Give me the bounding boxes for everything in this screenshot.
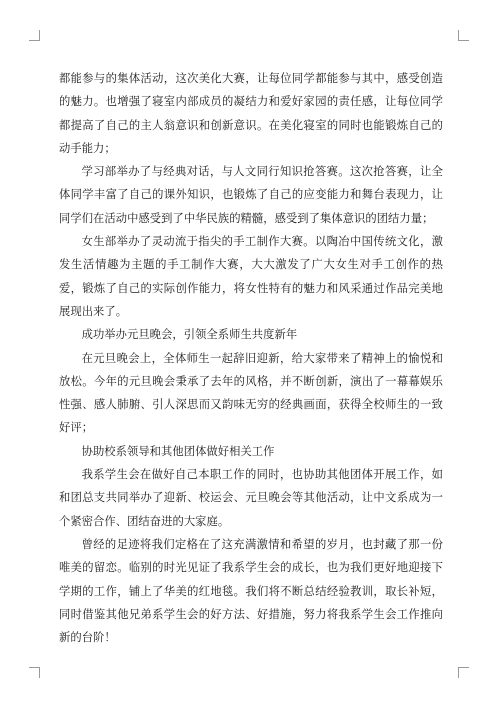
crop-mark-bottom-left <box>29 667 40 678</box>
crop-mark-bottom-right <box>458 667 469 678</box>
body-paragraph: 女生部举办了灵动流于指尖的手工制作大赛。以陶冶中国传统文化，激发生活情趣为主题的手工制作大赛，大大激发了广大女生对手工创作的热爱，锻炼了自己的实际创作能力，将女性特有的魅力和风采通过作品完美地展现出来了。 <box>59 235 443 318</box>
crop-mark-top-right <box>458 30 469 41</box>
body-paragraph: 学习部举办了与经典对话，与人文同行知识抢答赛。这次抢答赛，让全体同学丰富了自己的课外知识，也锻炼了自己的应变能力和舞台表现力，让同学们在活动中感受到了中华民族的精髓，感受到了集体意识的团结力量； <box>59 165 443 225</box>
body-paragraph: 曾经的足迹将我们定格在了这充满激情和希望的岁月，也封藏了那一份唯美的留恋。临别的时光见证了我系学生会的成长，也为我们更好地迎接下学期的工作，铺上了华美的红地毯。我们将不断总结经验教训，取长补短，同时借鉴其他兄弟系学生会的好方法、好措施，努力将我系学生会工作推向新的台阶！ <box>59 537 443 645</box>
document-body <box>59 67 443 649</box>
body-paragraph: 都能参与的集体活动，这次美化大赛，让每位同学都能参与其中，感受创造的魅力。也增强了寝室内部成员的凝结力和爱好家园的责任感，让每位同学都提高了自己的主人翁意识和创新意识。在美化寝室的同时也能锻炼自己的动手能力； <box>59 72 443 155</box>
crop-mark-top-left <box>29 30 40 41</box>
body-paragraph: 在元旦晚会上，全体师生一起辞旧迎新，给大家带来了精神上的愉悦和放松。今年的元旦晚会秉承了去年的风格，并不断创新，演出了一幕幕娱乐性强、感人肺腑、引人深思而又韵味无穷的经典画面，获得全校师生的一致好评； <box>59 351 443 435</box>
body-paragraph: 我系学生会在做好自己本职工作的同时，也协助其他团体开展工作，如和团总支共同举办了迎新、校运会、元旦晚会等其他活动，让中文系成为一个紧密合作、团结奋进的大家庭。 <box>59 468 443 528</box>
section-heading: 成功举办元旦晚会，引领全系师生共度新年 <box>81 328 298 342</box>
section-heading: 协助校系领导和其他团体做好相关工作 <box>81 444 275 458</box>
